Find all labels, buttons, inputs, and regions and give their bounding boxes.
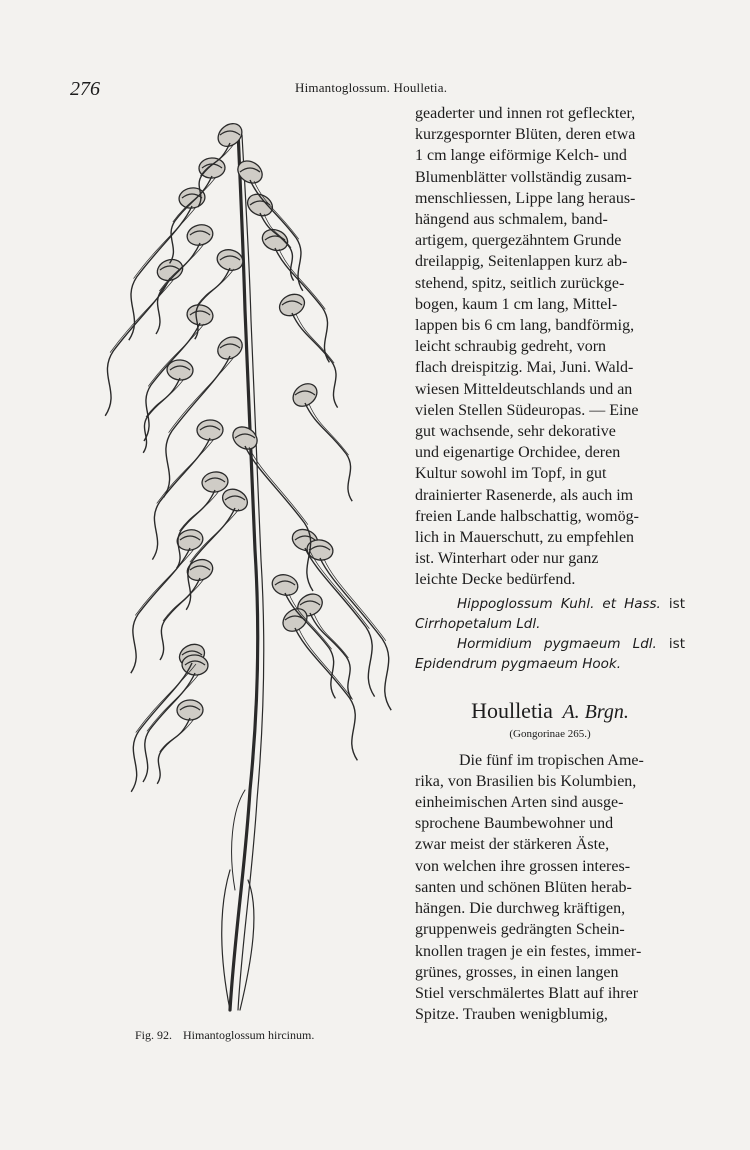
text-line: bogen, kaum 1 cm lang, Mittel- (415, 295, 618, 313)
text-line: von welchen ihre grossen interes- (415, 857, 631, 875)
page-number: 276 (70, 78, 100, 100)
text-line: menschliessen, Lippe lang heraus- (415, 189, 636, 207)
orchid-illustration (80, 110, 410, 1020)
text-line: grünes, grosses, in einen langen (415, 963, 619, 981)
text-line: Blumenblätter vollständig zusam- (415, 168, 632, 186)
description-paragraph (415, 103, 685, 591)
text-line: Stiel verschmälertes Blatt auf ihrer (415, 984, 639, 1002)
text-line: zwar meist der stärkeren Äste, (415, 836, 610, 854)
text-column (415, 103, 685, 1025)
text-line: lappen bis 6 cm lang, bandförmig, (415, 317, 635, 335)
genus-heading (415, 698, 685, 724)
text-line: geaderter und innen rot gefleckter, (415, 105, 636, 122)
synonym-target: Epidendrum pygmaeum Hook. (415, 655, 622, 672)
text-line: flach dreispitzig. Mai, Juni. Wald- (415, 359, 634, 377)
text-line: santen und schönen Blüten herab- (415, 878, 632, 896)
text-line: ist. Winterhart oder nur ganz (415, 550, 599, 568)
text-line: drainierter Rasenerde, als auch im (415, 486, 634, 504)
text-line: hängend aus schmalem, band- (415, 211, 608, 229)
text-line: gruppenweis gedrängten Schein- (415, 921, 625, 939)
synonym-name: Hormidium pygmaeum Ldl. (457, 635, 657, 652)
text-line: gut wachsende, sehr dekorative (415, 423, 616, 441)
genus-description-paragraph (415, 750, 685, 1026)
synonym-line (415, 654, 685, 674)
subfamily-note: (Gongorinae 265.) (509, 727, 591, 740)
text-line: stehend, spitz, seitlich zurückge- (415, 274, 625, 292)
synonym-notes (415, 594, 685, 674)
text-line: leichte Decke bedürfend. (415, 571, 576, 589)
text-line: 1 cm lange eiförmige Kelch- und (415, 147, 627, 165)
text-line: und eigenartige Orchidee, deren (415, 444, 621, 462)
text-line: hängen. Die durchweg kräftigen, (415, 900, 626, 918)
genus-author: A. Brgn. (562, 700, 629, 723)
text-line: artigem, quergezähntem Grunde (415, 232, 622, 250)
synonym-target: Cirrhopetalum Ldl. (415, 615, 541, 632)
text-line: freien Lande halbschattig, womög- (415, 507, 639, 525)
text-line: kurzgespornter Blüten, deren etwa (415, 126, 636, 144)
text-line: Spitze. Trauben wenigblumig, (415, 1006, 608, 1024)
text-line: einheimischen Arten sind ausge- (415, 794, 624, 812)
synonym-is: ist (668, 635, 685, 652)
text-line: wiesen Mitteldeutschlands und an (415, 380, 633, 398)
synonym-line (415, 614, 685, 634)
text-line: rika, von Brasilien bis Kolumbien, (415, 772, 637, 790)
synonym-is: ist (668, 595, 685, 612)
text-line: dreilappig, Seitenlappen kurz ab- (415, 253, 628, 271)
text-line: Die fünf im tropischen Ame- (459, 751, 644, 769)
figure-label: Fig. 92. (135, 1028, 173, 1042)
text-line: vielen Stellen Südeuropas. — Eine (415, 401, 639, 419)
figure-caption-text: Himantoglossum hircinum. (183, 1028, 315, 1042)
text-line: lich in Mauerschutt, zu empfehlen (415, 529, 635, 547)
synonym-line (415, 594, 685, 614)
text-line: sprochene Baumbewohner und (415, 815, 614, 833)
genus-name: Houlletia (471, 697, 553, 723)
text-line: Kultur sowohl im Topf, in gut (415, 465, 607, 483)
running-head: Himantoglossum. Houlletia. (295, 80, 448, 95)
synonym-line (415, 634, 685, 654)
figure-caption (135, 1028, 314, 1043)
synonym-name: Hippoglossum Kuhl. et Hass. (457, 595, 661, 612)
text-line: knollen tragen je ein festes, immer- (415, 942, 642, 960)
text-line: leicht schraubig gedreht, vorn (415, 338, 607, 356)
